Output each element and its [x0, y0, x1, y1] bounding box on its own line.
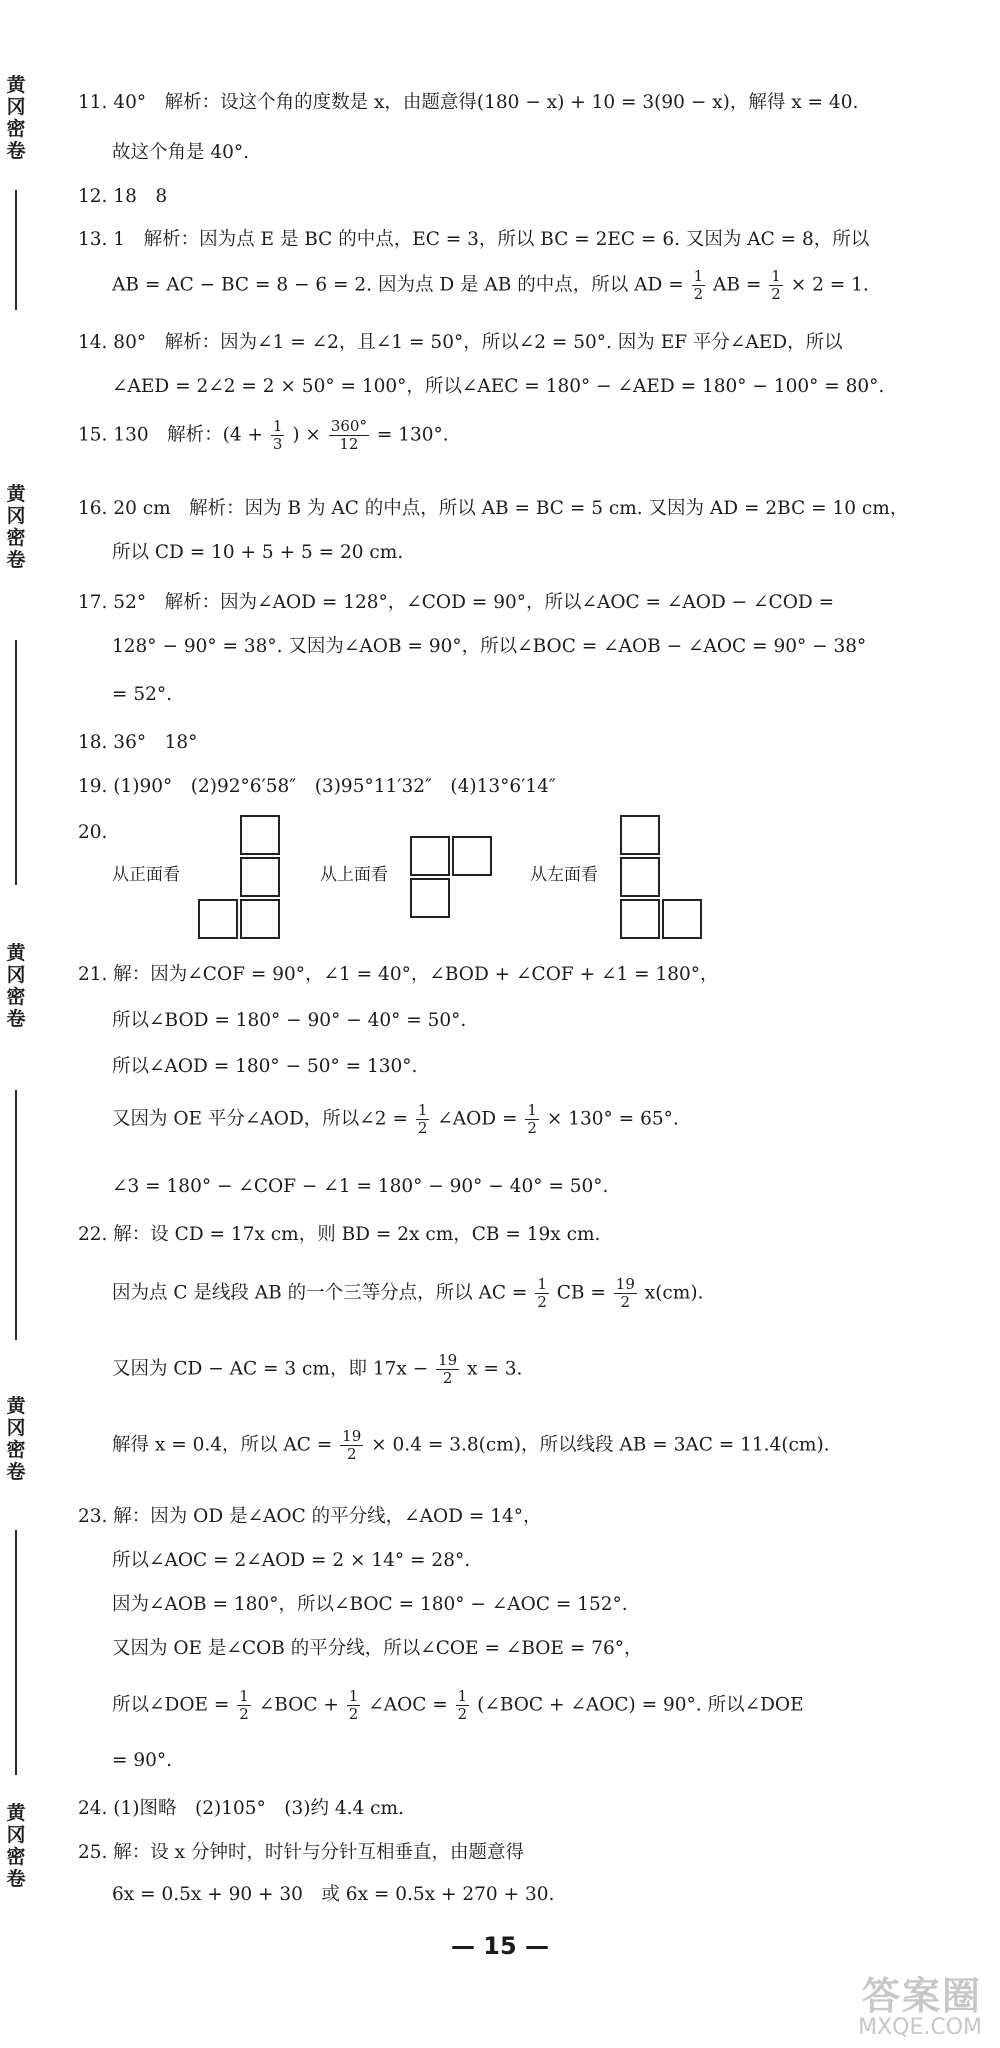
watermark-text: 答案圈	[861, 1974, 982, 2018]
view-cell	[620, 857, 660, 897]
view-cell	[198, 899, 238, 939]
answer-17-line-2: 128° − 90° = 38°. 又因为∠AOB = 90°，所以∠BOC = ∠AOB − ∠AOC = 90° − 38°	[112, 636, 867, 657]
margin-title: 黄冈密卷	[6, 74, 26, 162]
answer-13-text: × 2 = 1.	[790, 274, 869, 296]
answer-21-text: × 130° = 65°.	[546, 1108, 679, 1130]
answer-21-text: 又因为 OE 平分∠AOD，所以∠2 =	[112, 1108, 408, 1130]
answer-17-line-1: 17. 52° 解析：因为∠AOD = 128°，∠COD = 90°，所以∠AOC = ∠AOD − ∠COD =	[78, 592, 835, 613]
view-cell	[410, 878, 450, 918]
answer-23-text: (∠BOC + ∠AOC) = 90°. 所以∠DOE	[477, 1694, 804, 1716]
answer-24: 24. (1)图略 (2)105° (3)约 4.4 cm.	[78, 1798, 404, 1819]
fraction-half: $\frac{1}{2}$	[417, 1101, 428, 1137]
answer-14-line-1: 14. 80° 解析：因为∠1 = ∠2，且∠1 = 50°，所以∠2 = 50°. 因为 EF 平分∠AED，所以	[78, 332, 843, 353]
fraction-half: $\frac{1}{2}$	[239, 1687, 249, 1723]
answer-21-line-3: 所以∠AOD = 180° − 50° = 130°.	[112, 1056, 418, 1077]
answer-25-line-1: 25. 解：设 x 分钟时，时针与分针互相垂直，由题意得	[78, 1842, 524, 1863]
answer-22-line-1: 22. 解：设 CD = 17x cm，则 BD = 2x cm，CB = 19x cm.	[78, 1224, 601, 1245]
fraction-third: $\frac{1}{3}$	[272, 417, 283, 453]
margin-title: 黄冈密卷	[6, 483, 26, 571]
answer-14-line-2: ∠AED = 2∠2 = 2 × 50° = 100°，所以∠AEC = 180° − ∠AED = 180° − 100° = 80°.	[112, 376, 885, 397]
margin-divider	[15, 1530, 17, 1775]
answer-16-line-1: 16. 20 cm 解析：因为 B 为 AC 的中点，所以 AB = BC = 5 cm. 又因为 AD = 2BC = 10 cm，	[78, 498, 909, 519]
answer-23-line-4: 又因为 OE 是∠COB 的平分线，所以∠COE = ∠BOE = 76°，	[112, 1638, 643, 1659]
answer-18: 18. 36° 18°	[78, 732, 198, 753]
answer-22-text: × 0.4 = 3.8(cm)，所以线段 AB = 3AC = 11.4(cm).	[371, 1434, 830, 1456]
answer-19: 19. (1)90° (2)92°6′58″ (3)95°11′32″ (4)13°6′14″	[78, 776, 556, 797]
answer-15-text: = 130°.	[376, 424, 449, 446]
fraction-half: $\frac{1}{2}$	[527, 1101, 537, 1137]
left-view-label: 从左面看	[530, 865, 598, 885]
answer-22-line-4	[78, 1428, 960, 1463]
fraction-half: $\frac{1}{2}$	[537, 1275, 547, 1311]
answer-21-line-5: ∠3 = 180° − ∠COF − ∠1 = 180° − 90° − 40° = 50°.	[112, 1176, 609, 1197]
answer-21-line-1: 21. 解：因为∠COF = 90°，∠1 = 40°，∠BOD + ∠COF + ∠1 = 180°，	[78, 964, 719, 985]
watermark-url: MXQE.COM	[858, 2015, 982, 2040]
fraction-19-2: $\frac{19}{2}$	[342, 1427, 362, 1463]
margin-title: 黄冈密卷	[6, 1802, 26, 1890]
fraction-half: $\frac{1}{2}$	[457, 1687, 468, 1723]
view-cell	[240, 899, 280, 939]
answer-21-line-2: 所以∠BOD = 180° − 90° − 40° = 50°.	[112, 1010, 467, 1031]
page-number: — 15 —	[450, 1932, 550, 1960]
answer-13-line-2	[78, 268, 960, 303]
fraction-half: $\frac{1}{2}$	[348, 1687, 359, 1723]
answer-23-line-5	[78, 1688, 960, 1723]
view-cell	[240, 815, 280, 855]
answer-13-text: AB =	[713, 274, 762, 296]
margin-band	[0, 0, 40, 2048]
front-view-label: 从正面看	[112, 865, 180, 885]
margin-title: 黄冈密卷	[6, 1395, 26, 1483]
margin-title: 黄冈密卷	[6, 942, 26, 1030]
answer-23-line-2: 所以∠AOC = 2∠AOD = 2 × 14° = 28°.	[112, 1550, 471, 1571]
fraction-19-2: $\frac{19}{2}$	[615, 1275, 635, 1311]
answer-17-line-3: = 52°.	[112, 684, 173, 705]
view-cell	[452, 836, 492, 876]
answer-22-text: CB =	[556, 1282, 606, 1304]
answer-23-line-6: = 90°.	[112, 1750, 173, 1771]
margin-divider	[15, 640, 17, 885]
answer-22-text: 因为点 C 是线段 AB 的一个三等分点，所以 AC =	[112, 1282, 528, 1304]
view-cell	[662, 899, 702, 939]
answer-16-line-2: 所以 CD = 10 + 5 + 5 = 20 cm.	[112, 542, 404, 563]
answer-11-line-1: 11. 40° 解析：设这个角的度数是 x，由题意得(180 − x) + 10 = 3(90 − x)，解得 x = 40.	[78, 92, 859, 113]
answer-22-line-2	[78, 1276, 960, 1311]
answer-15-text: 15. 130 解析：(4 +	[78, 424, 263, 446]
answer-22-text: 又因为 CD − AC = 3 cm，即 17x −	[112, 1358, 429, 1380]
answer-23-text: ∠AOC =	[368, 1694, 448, 1716]
view-cell	[620, 899, 660, 939]
fraction-half: $\frac{1}{2}$	[771, 267, 781, 303]
view-cell	[410, 836, 450, 876]
watermark-logo	[782, 1976, 982, 2040]
answer-15-text: ) ×	[292, 424, 321, 446]
answer-23-text: ∠BOC +	[258, 1694, 339, 1716]
answer-13-line-1: 13. 1 解析：因为点 E 是 BC 的中点，EC = 3，所以 BC = 2EC = 6. 又因为 AC = 8，所以	[78, 229, 870, 250]
answer-23-text: 所以∠DOE =	[112, 1694, 230, 1716]
fraction-19-2: $\frac{19}{2}$	[438, 1351, 458, 1387]
answer-13-text: AB = AC − BC = 8 − 6 = 2. 因为点 D 是 AB 的中点，所以 AD =	[112, 274, 684, 296]
answer-25-line-2: 6x = 0.5x + 90 + 30 或 6x = 0.5x + 270 + 30.	[112, 1884, 555, 1905]
answer-22-line-3	[78, 1352, 960, 1387]
margin-divider	[15, 190, 17, 310]
view-cell	[620, 815, 660, 855]
fraction-half: $\frac{1}{2}$	[693, 267, 704, 303]
margin-divider	[15, 1090, 17, 1340]
answer-20: 20.	[78, 822, 108, 843]
answer-23-line-1: 23. 解：因为 OD 是∠AOC 的平分线，∠AOD = 14°，	[78, 1506, 542, 1527]
view-cell	[240, 857, 280, 897]
answer-22-text: x(cm).	[644, 1282, 704, 1304]
top-view-label: 从上面看	[320, 865, 388, 885]
answer-21-line-4	[78, 1102, 960, 1137]
answer-23-line-3: 因为∠AOB = 180°，所以∠BOC = 180° − ∠AOC = 152°.	[112, 1594, 628, 1615]
answer-22-text: x = 3.	[467, 1358, 523, 1380]
answer-11-line-2: 故这个角是 40°.	[112, 142, 250, 163]
fraction-360-12: $\frac{360^\circ}{12}$	[330, 417, 367, 453]
answer-15	[78, 418, 960, 453]
answer-22-text: 解得 x = 0.4，所以 AC =	[112, 1434, 333, 1456]
answer-21-text: ∠AOD =	[437, 1108, 518, 1130]
answer-12: 12. 18 8	[78, 186, 168, 207]
